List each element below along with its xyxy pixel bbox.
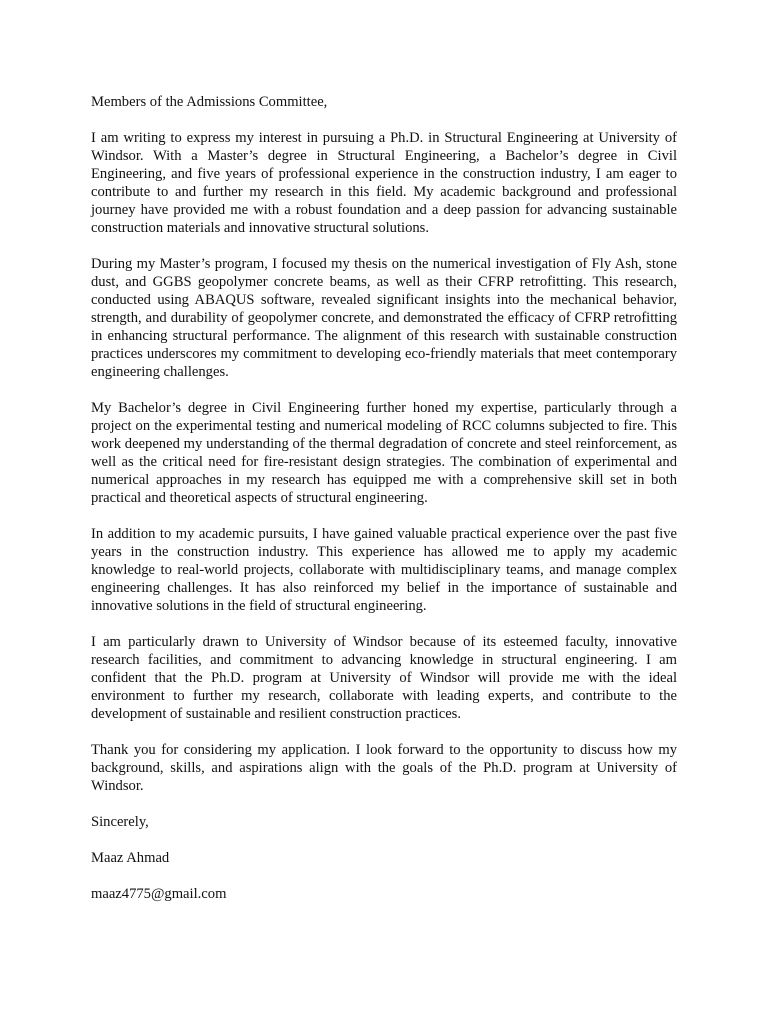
salutation: Members of the Admissions Committee, [91,94,328,110]
paragraph-intro: I am writing to express my interest in pursuing a Ph.D. in Structural Engineering at University of Windsor. With a Master’s degree in Structural Engineering, a Bachelor’s degree in Civil Engineering, and five years of professional experience in the construction industry, I am eager to contribute to and further my research in this field. My academic background and professional journey have provided me with a robust foundation and a deep passion for advancing sustainable construction materials and innovative structural solutions. [91,130,677,236]
paragraph-thanks: Thank you for considering my application. I look forward to the opportunity to discuss how my background, skills, and aspirations align with the goals of the Ph.D. program at University of Windsor. [91,742,677,794]
closing: Sincerely, [91,814,149,830]
signature-name: Maaz Ahmad [91,850,170,866]
paragraph-bachelors: My Bachelor’s degree in Civil Engineering further honed my expertise, particularly through a project on the experimental testing and numerical modeling of RCC columns subjected to fire. This work deepened my understanding of the thermal degradation of concrete and steel reinforcement, as well as the critical need for fire-resistant design strategies. The combination of experimental and numerical approaches in my research has equipped me with a comprehensive skill set in both practical and theoretical aspects of structural engineering. [91,400,677,506]
paragraph-experience: In addition to my academic pursuits, I have gained valuable practical experience over the past five years in the construction industry. This experience has allowed me to apply my academic knowledge to real-world projects, collaborate with multidisciplinary teams, and manage complex engineering challenges. It has also reinforced my belief in the importance of sustainable and innovative solutions in the field of structural engineering. [91,526,677,614]
paragraph-masters: During my Master’s program, I focused my thesis on the numerical investigation of Fly Ash, stone dust, and GGBS geopolymer concrete beams, as well as their CFRP retrofitting. This research, conducted using ABAQUS software, revealed significant insights into the mechanical behavior, strength, and durability of geopolymer concrete, and demonstrated the efficacy of CFRP retrofitting in enhancing structural performance. The alignment of this research with sustainable construction practices underscores my commitment to developing eco-friendly materials that meet contemporary engineering challenges. [91,256,677,380]
letter-page [91,93,677,921]
paragraph-university: I am particularly drawn to University of Windsor because of its esteemed faculty, innovative research facilities, and commitment to advancing knowledge in structural engineering. I am confident that the Ph.D. program at University of Windsor will provide me with the ideal environment to further my research, collaborate with leading experts, and contribute to the development of sustainable and resilient construction practices. [91,634,677,722]
email-address: maaz4775@gmail.com [91,886,227,902]
